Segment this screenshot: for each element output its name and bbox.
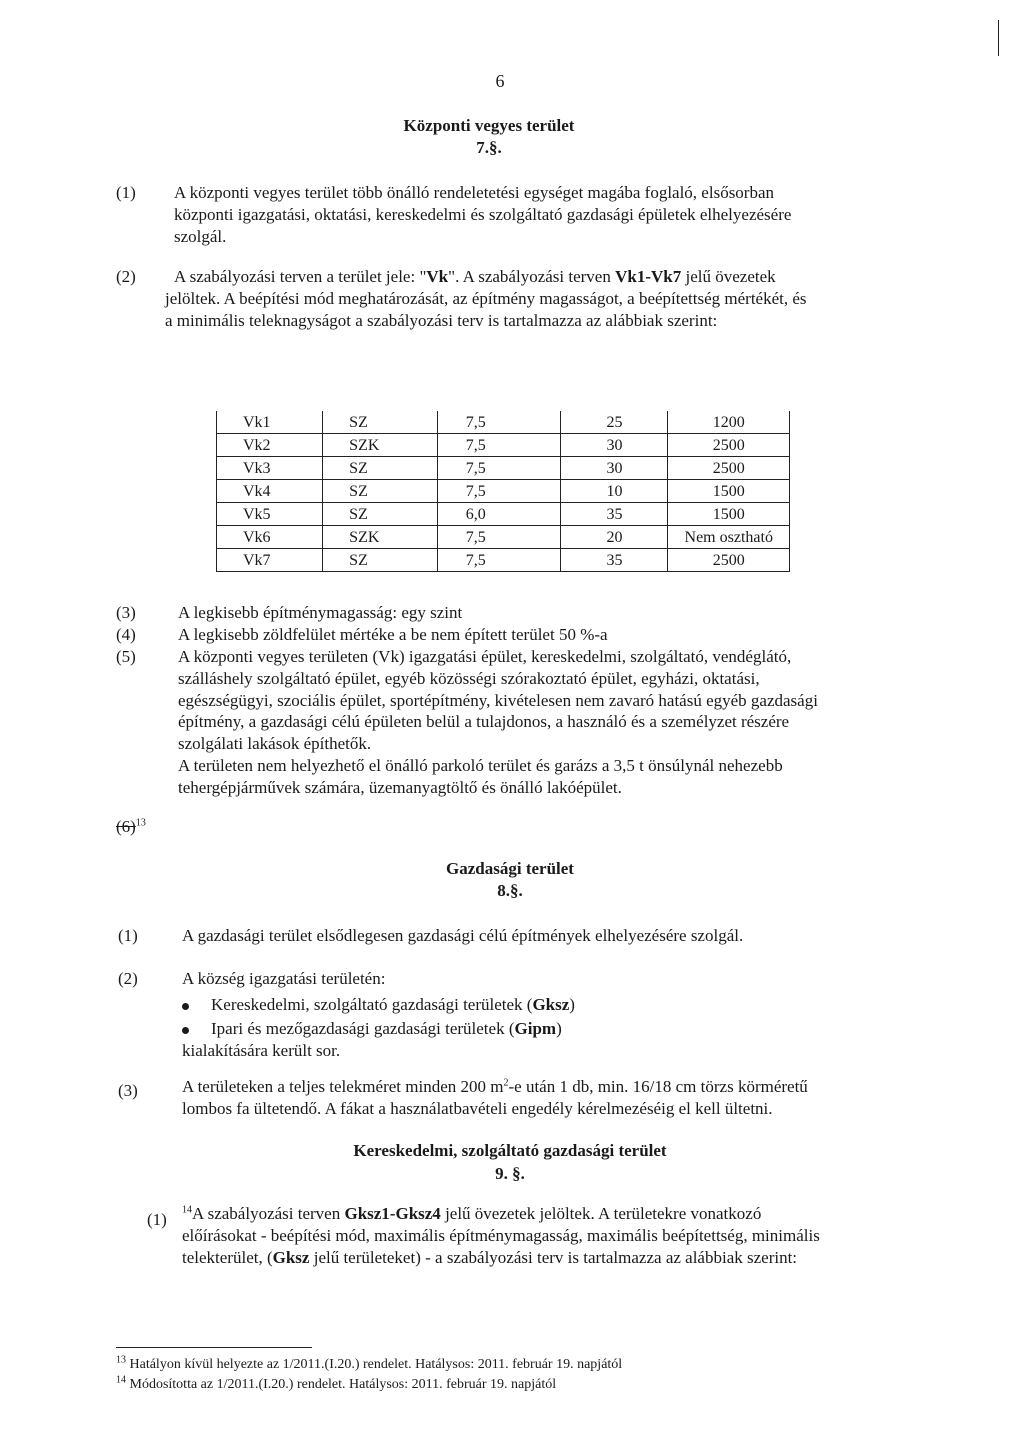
zone-code: Gksz — [272, 1247, 310, 1267]
text-run: jelű övezetek — [681, 267, 776, 286]
footnote-ref: 14 — [182, 1204, 192, 1216]
s7-p2-text — [174, 266, 894, 288]
height-cell: 7,5 — [437, 411, 561, 434]
coverage-cell: 30 — [561, 457, 668, 480]
table-row — [217, 411, 790, 434]
s7-p5-line: A központi vegyes területen (Vk) igazgatási épület, kereskedelmi, szolgáltató, vendéglátó, — [178, 647, 792, 666]
page-number: 6 — [495, 71, 505, 91]
min-plot-size-cell: 1500 — [668, 503, 790, 526]
bullet-item — [182, 1018, 562, 1040]
s7-p3-text: A legkisebb építménymagasság: egy szint — [178, 603, 463, 622]
section-7-title: Központi vegyes terület — [403, 116, 575, 135]
zone-code-cell: Vk4 — [217, 480, 323, 503]
building-mode-cell: SZ — [323, 480, 438, 503]
section-7-sign: 7.§. — [476, 138, 502, 157]
min-plot-size-cell: 2500 — [668, 549, 790, 572]
text-run: jelű területeket) - a szabályozási terv is tartalmazza az alábbiak szerint: — [309, 1247, 798, 1267]
zone-code-cell: Vk6 — [217, 526, 323, 549]
s8-p1-text: A gazdasági terület elsődlegesen gazdasági célú építmények elhelyezésére szolgál. — [182, 926, 744, 945]
footnote-text: Hatályon kívül helyezte az 1/2011.(I.20.) rendelet. Hatálysos: 2011. február 19. napjától — [129, 1357, 623, 1372]
s8-p3-line: lombos fa ültetendő. A fákat a használatbavételi engedély kérelmezéséig el kell ültetni. — [182, 1098, 773, 1118]
zone-code: Gksz1-Gksz4 — [344, 1204, 441, 1223]
s9-p1-line — [182, 1247, 897, 1269]
s8-p1-number: (1) — [118, 926, 138, 945]
table-row — [217, 526, 790, 549]
zone-code: Vk — [426, 267, 449, 286]
s7-p1-number: (1) — [116, 183, 136, 202]
text-run: A területeken a teljes telekméret minden 200 m — [182, 1077, 504, 1096]
text-run: ) — [556, 1019, 562, 1038]
s7-p2-line — [174, 266, 894, 288]
s7-p4-text: A legkisebb zöldfelület mértéke a be nem épített terület 50 %-a — [178, 625, 608, 644]
text-run: ) — [569, 995, 575, 1014]
text-run: Ipari és mezőgazdasági gazdasági területek ( — [211, 1019, 515, 1038]
text-run: jelű övezetek jelöltek. A területekre vonatkozó — [440, 1204, 762, 1223]
s7-p5-line: szálláshely szolgáltató épület, egyéb közösségi szórakoztató épület, egyházi, oktatási, — [178, 668, 760, 688]
min-plot-size-cell: 1500 — [668, 480, 790, 503]
s9-p1-number: (1) — [147, 1210, 167, 1229]
zone-code-cell: Vk5 — [217, 503, 323, 526]
table-row — [217, 549, 790, 572]
text-run: A szabályozási terven — [192, 1204, 345, 1223]
zone-code: Vk1-Vk7 — [615, 267, 682, 286]
footnote-14 — [116, 1376, 556, 1394]
s8-p2-intro: A község igazgatási területén: — [182, 969, 386, 988]
bullet-item — [182, 994, 575, 1016]
s7-p2-line: a minimális teleknagyságot a szabályozási terv is tartalmazza az alábbiak szerint: — [165, 310, 718, 330]
s7-p2-continued — [165, 288, 895, 332]
building-mode-cell: SZ — [323, 411, 438, 434]
footnote-ref: 13 — [135, 817, 146, 829]
s9-p1-line — [182, 1203, 897, 1225]
zone-code-cell: Vk3 — [217, 457, 323, 480]
s8-p2-number: (2) — [118, 969, 138, 988]
section-9-title: Kereskedelmi, szolgáltató gazdasági terület — [353, 1141, 667, 1160]
table-row — [217, 434, 790, 457]
s8-p3-line — [182, 1076, 897, 1098]
s7-p2-number: (2) — [116, 267, 136, 286]
text-run: Kereskedelmi, szolgáltató gazdasági területek ( — [211, 995, 533, 1014]
bullet-icon — [182, 1003, 189, 1010]
footnote-13 — [116, 1356, 622, 1374]
s7-p1-line: központi igazgatási, oktatási, kereskedelmi és szolgáltató gazdasági épületek elhelyezésére — [174, 204, 792, 224]
text-run: ". A szabályozási terven — [448, 267, 616, 286]
s7-p1-text — [174, 182, 894, 247]
bullet-icon — [182, 1027, 189, 1034]
coverage-cell: 35 — [561, 503, 668, 526]
zone-code: Gksz — [532, 995, 570, 1014]
zone-table — [216, 411, 790, 572]
zone-code: Gipm — [514, 1019, 557, 1038]
coverage-cell: 20 — [561, 526, 668, 549]
s7-p6-number: (6) — [116, 817, 136, 836]
s7-p1-line: szolgál. — [174, 226, 227, 246]
s7-p1-line: A központi vegyes terület több önálló rendeletetési egységet magába foglaló, elsősorban — [174, 183, 775, 202]
coverage-cell: 25 — [561, 411, 668, 434]
min-plot-size-cell: 2500 — [668, 457, 790, 480]
table-row — [217, 480, 790, 503]
s7-p3-number: (3) — [116, 603, 136, 622]
s7-p5-line: egészségügyi, szociális épület, sportépítmény, kivételesen nem zavaró hatású egyéb gazdasági — [178, 690, 818, 710]
zone-code-cell: Vk1 — [217, 411, 323, 434]
min-plot-size-cell: Nem osztható — [668, 526, 790, 549]
building-mode-cell: SZ — [323, 457, 438, 480]
footnote-text: Módosította az 1/2011.(I.20.) rendelet. Hatálysos: 2011. február 19. napjától — [129, 1377, 557, 1392]
s7-p5-text — [178, 646, 896, 798]
s9-p1-line: előírásokat - beépítési mód, maximális építménymagasság, maximális beépítettség, minimális — [182, 1225, 820, 1245]
table-row — [217, 457, 790, 480]
s8-p2-outro: kialakítására került sor. — [182, 1041, 341, 1060]
height-cell: 6,0 — [437, 503, 561, 526]
s7-p5-line: tehergépjárművek számára, üzemanyagtöltő és önálló lakóépület. — [178, 777, 622, 797]
s7-p6-repealed — [116, 816, 146, 838]
height-cell: 7,5 — [437, 457, 561, 480]
height-cell: 7,5 — [437, 434, 561, 457]
coverage-cell: 10 — [561, 480, 668, 503]
footnote-separator — [116, 1347, 312, 1348]
footnote-number: 13 — [116, 1354, 126, 1366]
s7-p2-line: jelöltek. A beépítési mód meghatározását, az építmény magasságot, a beépítettség mértékét, és — [165, 289, 807, 308]
building-mode-cell: SZK — [323, 434, 438, 457]
s9-p1-text — [182, 1203, 897, 1268]
section-9-sign: 9. §. — [495, 1164, 525, 1183]
s7-p5-line: szolgálati lakások építhetők. — [178, 734, 372, 753]
coverage-cell: 30 — [561, 434, 668, 457]
building-mode-cell: SZ — [323, 503, 438, 526]
s7-p4-number: (4) — [116, 625, 136, 644]
superscript: 2 — [503, 1077, 509, 1089]
text-run: telekterület, ( — [182, 1247, 273, 1267]
footnote-number: 14 — [116, 1374, 126, 1386]
zone-code-cell: Vk7 — [217, 549, 323, 572]
s7-p5-line: építmény, a gazdasági célú épületen belül a tulajdonos, a használó és a személyzet részére — [178, 712, 790, 732]
section-8-title: Gazdasági terület — [446, 859, 574, 878]
scan-edge-line — [998, 20, 999, 56]
s7-p5-line: A területen nem helyezhető el önálló parkoló terület és garázs a 3,5 t önsúlynál nehezebb — [178, 755, 783, 775]
min-plot-size-cell: 1200 — [668, 411, 790, 434]
building-mode-cell: SZK — [323, 526, 438, 549]
text-run: A szabályozási terven a terület jele: " — [174, 267, 427, 286]
s7-p5-number: (5) — [116, 647, 136, 666]
height-cell: 7,5 — [437, 480, 561, 503]
text-run: -e után 1 db, min. 16/18 cm törzs körméretű — [508, 1077, 808, 1096]
height-cell: 7,5 — [437, 526, 561, 549]
building-mode-cell: SZ — [323, 549, 438, 572]
min-plot-size-cell: 2500 — [668, 434, 790, 457]
zone-code-cell: Vk2 — [217, 434, 323, 457]
table-row — [217, 503, 790, 526]
s8-p3-number: (3) — [118, 1081, 138, 1100]
section-8-sign: 8.§. — [497, 881, 523, 900]
coverage-cell: 35 — [561, 549, 668, 572]
height-cell: 7,5 — [437, 549, 561, 572]
s8-p3-text — [182, 1076, 897, 1120]
